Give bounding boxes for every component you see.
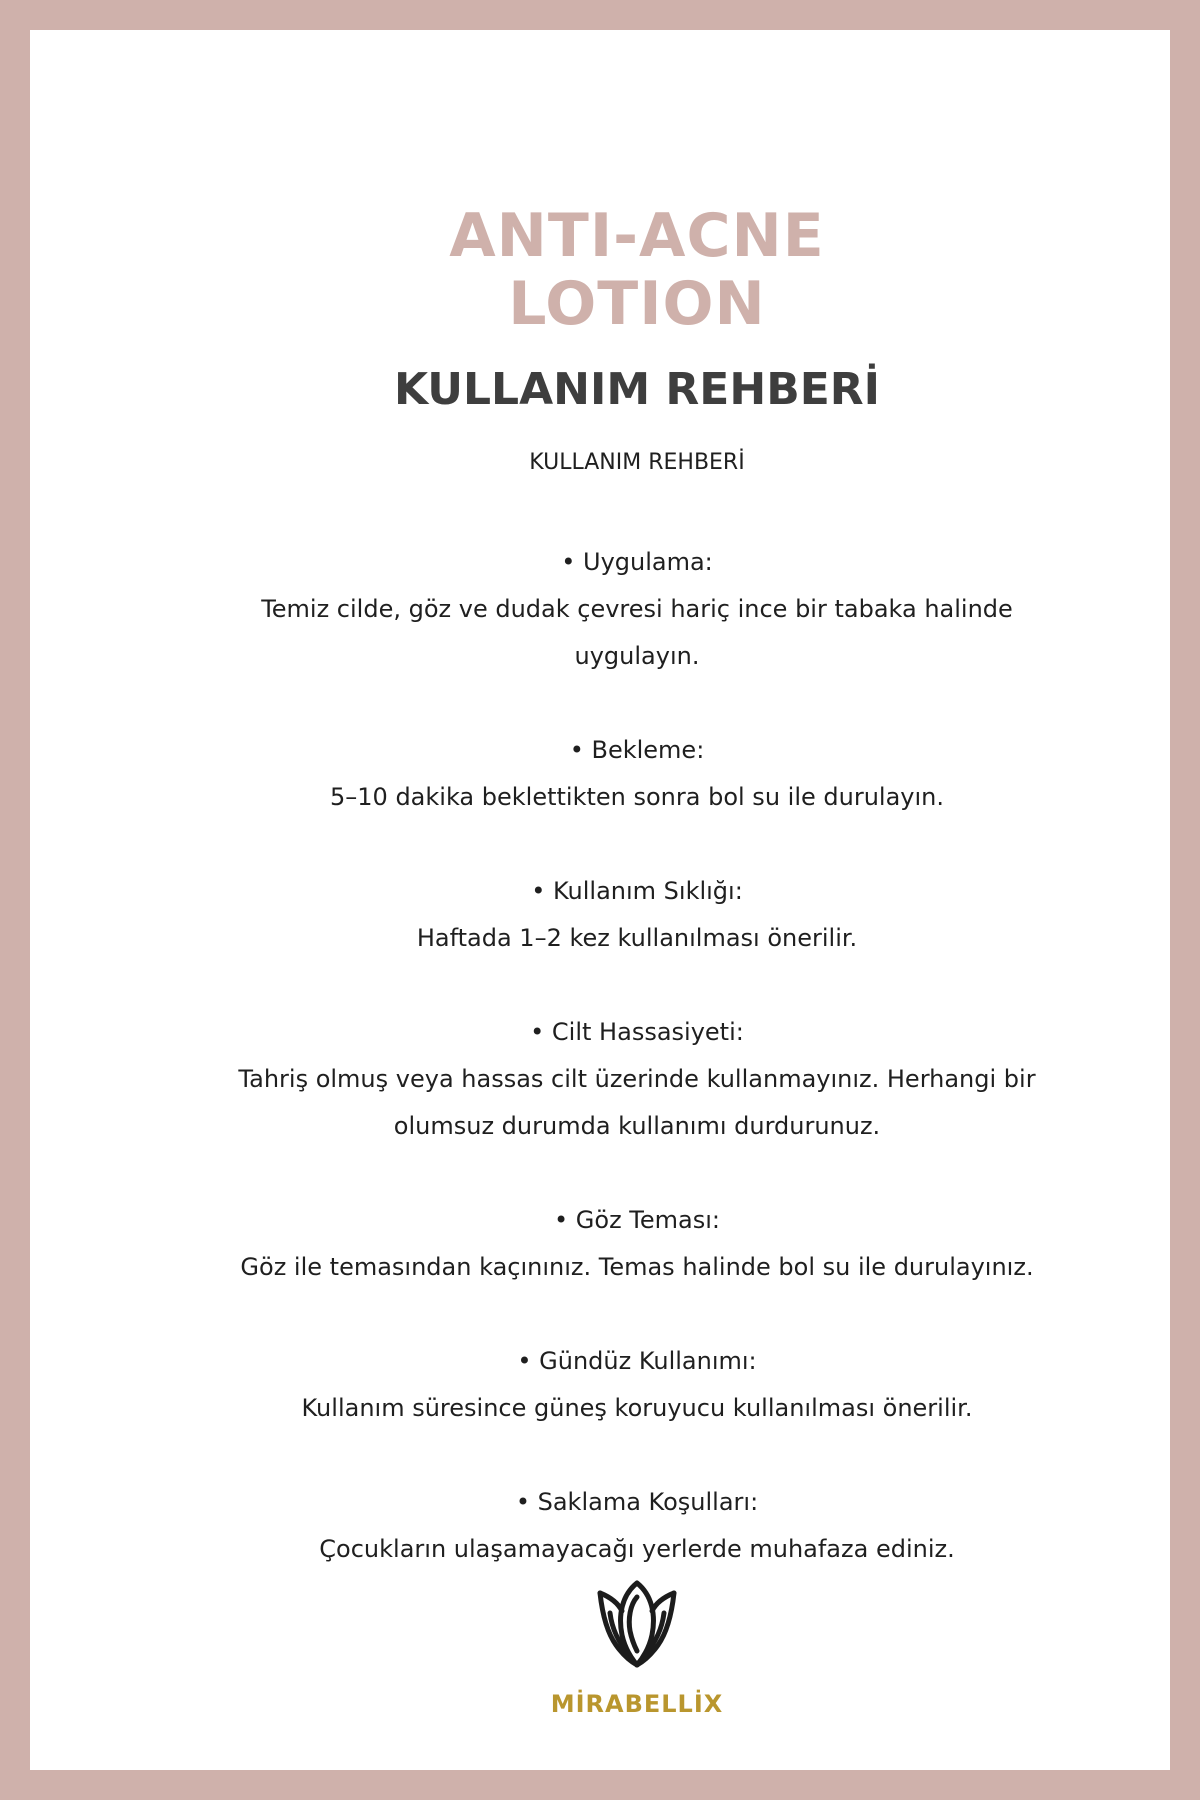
- product-title-line2: LOTION: [508, 269, 766, 339]
- instruction-label: • Kullanım Sıklığı:: [531, 877, 743, 905]
- product-title: [67, 202, 1200, 338]
- product-title-line1: ANTI-ACNE: [449, 201, 825, 271]
- brand-name: MİRABELLİX: [550, 1690, 724, 1718]
- guide-small-heading: KULLANIM REHBERİ: [529, 450, 745, 475]
- guide-card: [30, 30, 1170, 1770]
- instruction-label: • Saklama Koşulları:: [515, 1488, 759, 1516]
- instructions-list: [67, 539, 1200, 1620]
- instruction-item-eye-contact: [67, 1197, 1200, 1291]
- lotus-logo-icon: [592, 1575, 682, 1671]
- instruction-label: • Gündüz Kullanımı:: [517, 1347, 757, 1375]
- instruction-label: • Cilt Hassasiyeti:: [530, 1018, 744, 1046]
- instruction-text: Tahriş olmuş veya hassas cilt üzerinde kullanmayınız. Herhangi bir olumsuz durumda kullanımı durdurunuz.: [238, 1065, 1036, 1140]
- instruction-text: Kullanım süresince güneş koruyucu kullanılması önerilir.: [301, 1394, 973, 1422]
- instruction-label: • Uygulama:: [561, 548, 713, 576]
- instruction-text: Çocukların ulaşamayacağı yerlerde muhafaza ediniz.: [319, 1535, 955, 1563]
- instruction-item-storage: [67, 1479, 1200, 1573]
- instruction-item-application: [67, 539, 1200, 680]
- instruction-text: Göz ile temasından kaçınınız. Temas halinde bol su ile durulayınız.: [240, 1253, 1034, 1281]
- brand-logo: [67, 1575, 1200, 1718]
- instruction-text: Haftada 1–2 kez kullanılması önerilir.: [416, 924, 858, 952]
- instruction-label: • Göz Teması:: [554, 1206, 720, 1234]
- instruction-text: 5–10 dakika beklettikten sonra bol su ile durulayın.: [330, 783, 944, 811]
- instruction-item-frequency: [67, 868, 1200, 962]
- instruction-item-daytime-use: [67, 1338, 1200, 1432]
- instruction-item-skin-sensitivity: [67, 1009, 1200, 1150]
- instruction-label: • Bekleme:: [569, 736, 705, 764]
- guide-subtitle: KULLANIM REHBERİ: [393, 364, 881, 415]
- instruction-text: Temiz cilde, göz ve dudak çevresi hariç ince bir tabaka halinde uygulayın.: [261, 595, 1013, 670]
- instruction-item-waiting: [67, 727, 1200, 821]
